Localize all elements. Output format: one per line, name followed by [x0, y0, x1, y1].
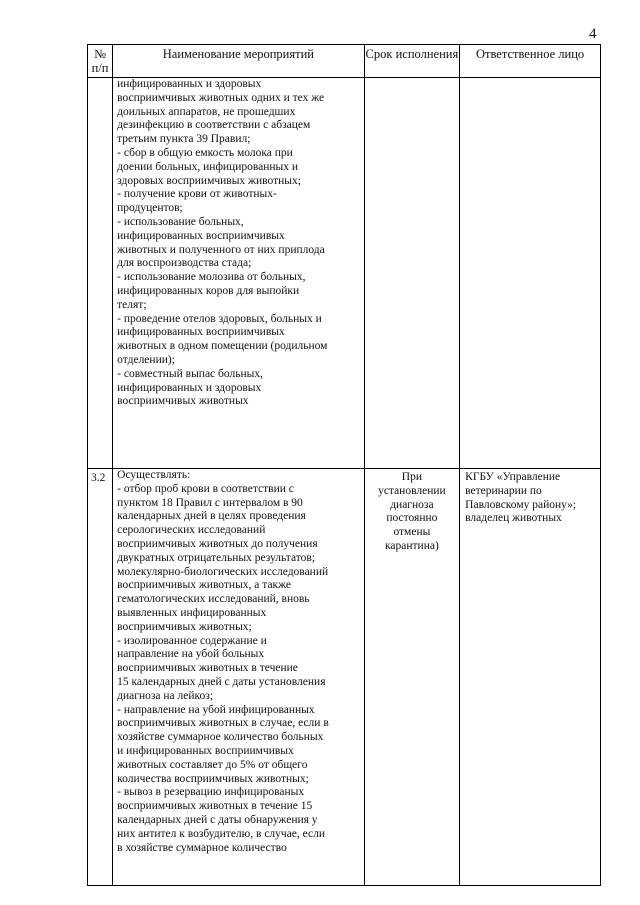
- cell-line: постоянно: [386, 512, 438, 525]
- cell-line: восприимчивых животных в течение 15: [117, 800, 313, 813]
- cell-line: восприимчивых животных;: [117, 620, 252, 633]
- cell-line: них антител к возбудителю, в случае, если: [117, 827, 326, 840]
- cell-line: восприимчивых животных до получения: [117, 537, 318, 550]
- cell-line: животных в одном помещении (родильном: [117, 340, 328, 353]
- row-name-cell: [113, 78, 364, 469]
- cell-line: календарных дней с даты обнаружения у: [117, 813, 318, 826]
- row-responsible-cell: [460, 78, 601, 469]
- cell-line: хозяйстве суммарное количество больных: [117, 731, 324, 744]
- cell-line: 15 календарных дней с даты установления: [117, 675, 326, 688]
- cell-line: диагноза: [390, 498, 434, 511]
- cell-line: телят;: [117, 298, 147, 311]
- measures-table: [87, 44, 601, 886]
- cell-line: - проведение отелов здоровых, больных и: [117, 312, 322, 325]
- cell-line: восприимчивых животных в случае, если в: [117, 717, 329, 730]
- cell-line: владелец животных: [465, 512, 562, 525]
- cell-line: инфицированных восприимчивых: [117, 326, 285, 339]
- cell-line: животных составляет до 5% от общего: [117, 758, 308, 771]
- row-name-cell: [113, 469, 364, 886]
- table-row: [88, 78, 601, 469]
- cell-line: гематологических исследований, вновь: [117, 593, 310, 606]
- cell-line: инфицированных и здоровых: [117, 381, 262, 394]
- row-responsible-cell: [460, 469, 601, 886]
- cell-line: и инфицированных восприимчивых: [117, 744, 294, 757]
- page-number: 4: [589, 26, 597, 42]
- cell-line: отмены: [393, 526, 431, 539]
- cell-line: - совместный выпас больных,: [117, 367, 263, 380]
- cell-line: в хозяйстве суммарное количество: [117, 841, 287, 854]
- header-number: № п/п: [88, 45, 113, 78]
- cell-line: инфицированных и здоровых: [117, 78, 262, 90]
- header-responsible: Ответственное лицо: [460, 45, 601, 78]
- cell-line: ветеринарии по: [465, 484, 542, 497]
- cell-line: - использование больных,: [117, 215, 244, 228]
- row-number: 3.2: [88, 469, 113, 886]
- cell-line: - вывоз в резервацию инфицированых: [117, 786, 305, 799]
- cell-line: карантина): [384, 539, 439, 552]
- cell-line: - изолированное содержание и: [117, 634, 267, 647]
- cell-line: продуцентов;: [117, 202, 183, 215]
- cell-line: здоровых восприимчивых животных;: [117, 174, 301, 187]
- cell-line: При: [401, 471, 422, 483]
- cell-line: - отбор проб крови в соответствии с: [117, 482, 294, 495]
- cell-line: дезинфекцию в соответствии с абзацем: [117, 119, 311, 132]
- cell-line: диагноза на лейкоз;: [117, 689, 214, 702]
- table-row: [88, 469, 601, 886]
- row-number: [88, 78, 113, 469]
- cell-line: инфицированных восприимчивых: [117, 229, 285, 242]
- cell-line: инфицированных коров для выпойки: [117, 284, 300, 297]
- cell-line: направление на убой больных: [117, 648, 265, 661]
- cell-line: - получение крови от животных-: [117, 188, 277, 201]
- cell-line: пунктом 18 Правил с интервалом в 90: [117, 496, 303, 509]
- cell-line: - направление на убой инфицированных: [117, 703, 315, 716]
- cell-line: Павловскому району»;: [465, 498, 577, 511]
- header-term: Срок исполнения: [364, 45, 460, 78]
- cell-line: доильных аппаратов, не прошедших: [117, 105, 296, 118]
- cell-line: двукратных отрицательных результатов;: [117, 551, 316, 564]
- row-term-cell: [364, 469, 460, 886]
- header-name: Наименование мероприятий: [113, 45, 364, 78]
- cell-line: отделении);: [117, 353, 175, 366]
- cell-line: КГБУ «Управление: [465, 471, 561, 483]
- cell-line: восприимчивых животных одних и тех же: [117, 91, 325, 104]
- table-header-row: [88, 45, 601, 78]
- cell-line: календарных дней в целях проведения: [117, 510, 306, 523]
- cell-line: животных и полученного от них приплода: [117, 243, 325, 256]
- cell-line: для воспроизводства стада;: [117, 257, 252, 270]
- row-term-cell: [364, 78, 460, 469]
- cell-line: - сбор в общую емкость молока при: [117, 146, 293, 159]
- cell-line: восприимчивых животных: [117, 395, 249, 408]
- cell-line: восприимчивых животных, а также: [117, 579, 292, 592]
- cell-line: молекулярно-биологических исследований: [117, 565, 329, 578]
- cell-line: выявленных инфицированных: [117, 606, 267, 619]
- cell-line: доении больных, инфицированных и: [117, 160, 299, 173]
- cell-line: восприимчивых животных в течение: [117, 662, 298, 675]
- cell-line: установлении: [378, 484, 446, 497]
- cell-line: количества восприимчивых животных;: [117, 772, 309, 785]
- cell-line: Осуществлять:: [117, 469, 191, 481]
- cell-line: третьим пункта 39 Правил;: [117, 133, 251, 146]
- cell-line: серологических исследований: [117, 524, 266, 537]
- cell-line: - использование молозива от больных,: [117, 271, 306, 284]
